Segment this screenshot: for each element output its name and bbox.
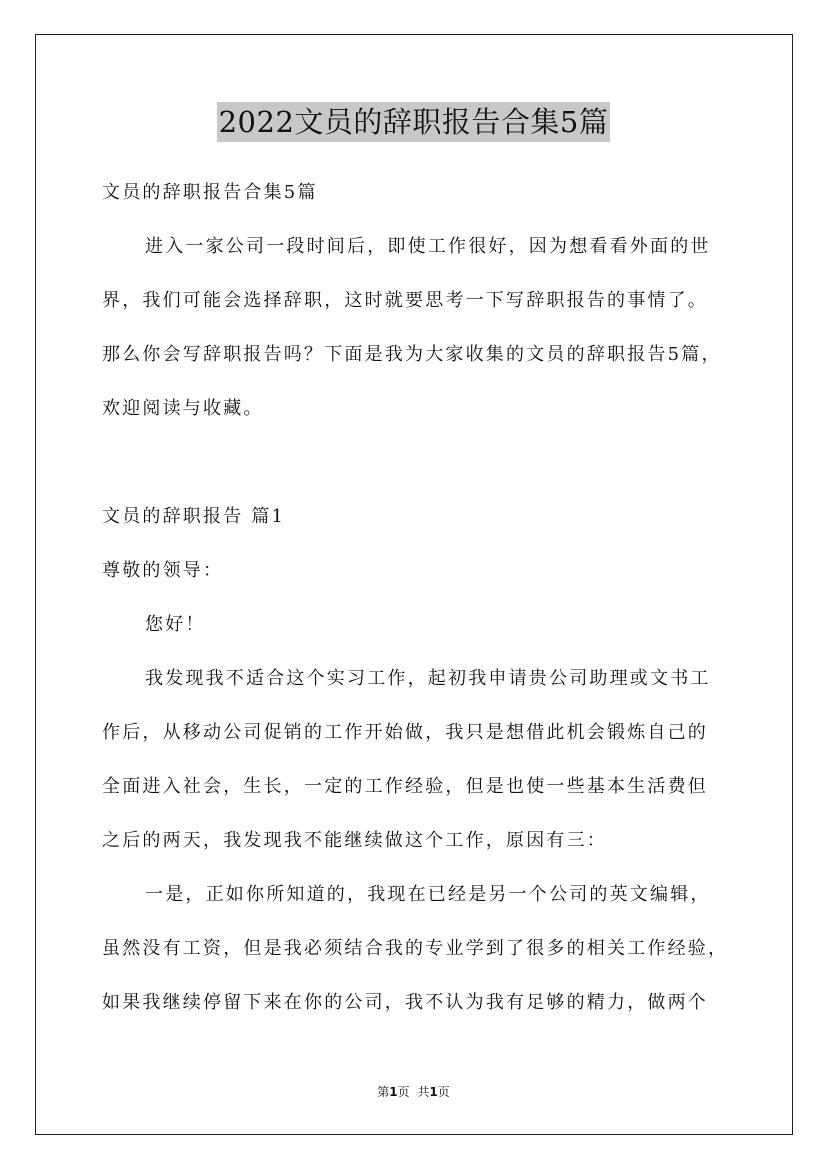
page-number: 1 [389,1085,398,1099]
paragraph-line: 一是，正如你所知道的，我现在已经是另一个公司的英文编辑， [145,884,711,905]
document-title: 2022文员的辞职报告合集5篇 [217,102,611,142]
page-prefix: 第 [377,1085,390,1099]
total-pages: 1 [429,1085,438,1099]
paragraph-line: 进入一家公司一段时间后，即使工作很好，因为想看看外面的世 [145,236,711,257]
paragraph-line: 全面进入社会，生长，一定的工作经验，但是也使一些基本生活费但 [102,776,708,797]
paragraph-line: 界，我们可能会选择辞职，这时就要思考一下写辞职报告的事情了。 [102,290,708,311]
paragraph-line: 作后，从移动公司促销的工作开始做，我只是想借此机会锻炼自己的 [102,722,708,743]
intro-section [102,166,742,436]
paragraph-line: 那么你会写辞职报告吗？下面是我为大家收集的文员的辞职报告5篇， [102,344,722,365]
paragraph-line: 虽然没有工资，但是我必须结合我的专业学到了很多的相关工作经验， [102,938,729,959]
paragraph-line: 我发现我不适合这个实习工作，起初我申请贵公司助理或文书工 [145,668,711,689]
title-container [0,102,827,142]
subtitle-line: 文员的辞职报告合集5篇 [102,182,318,203]
page-suffix: 页 [397,1085,410,1099]
page-footer [0,1083,827,1101]
letter-section [102,490,742,1030]
total-suffix: 页 [437,1085,450,1099]
section-heading: 文员的辞职报告 篇1 [102,506,286,527]
greeting: 您好！ [145,614,206,635]
paragraph-line: 如果我继续停留下来在你的公司，我不认为我有足够的精力，做两个 [102,992,708,1013]
paragraph-line: 欢迎阅读与收藏。 [102,398,264,419]
salutation: 尊敬的领导： [102,560,224,581]
paragraph-line: 之后的两天，我发现我不能继续做这个工作，原因有三： [102,830,607,851]
total-prefix: 共 [417,1085,430,1099]
